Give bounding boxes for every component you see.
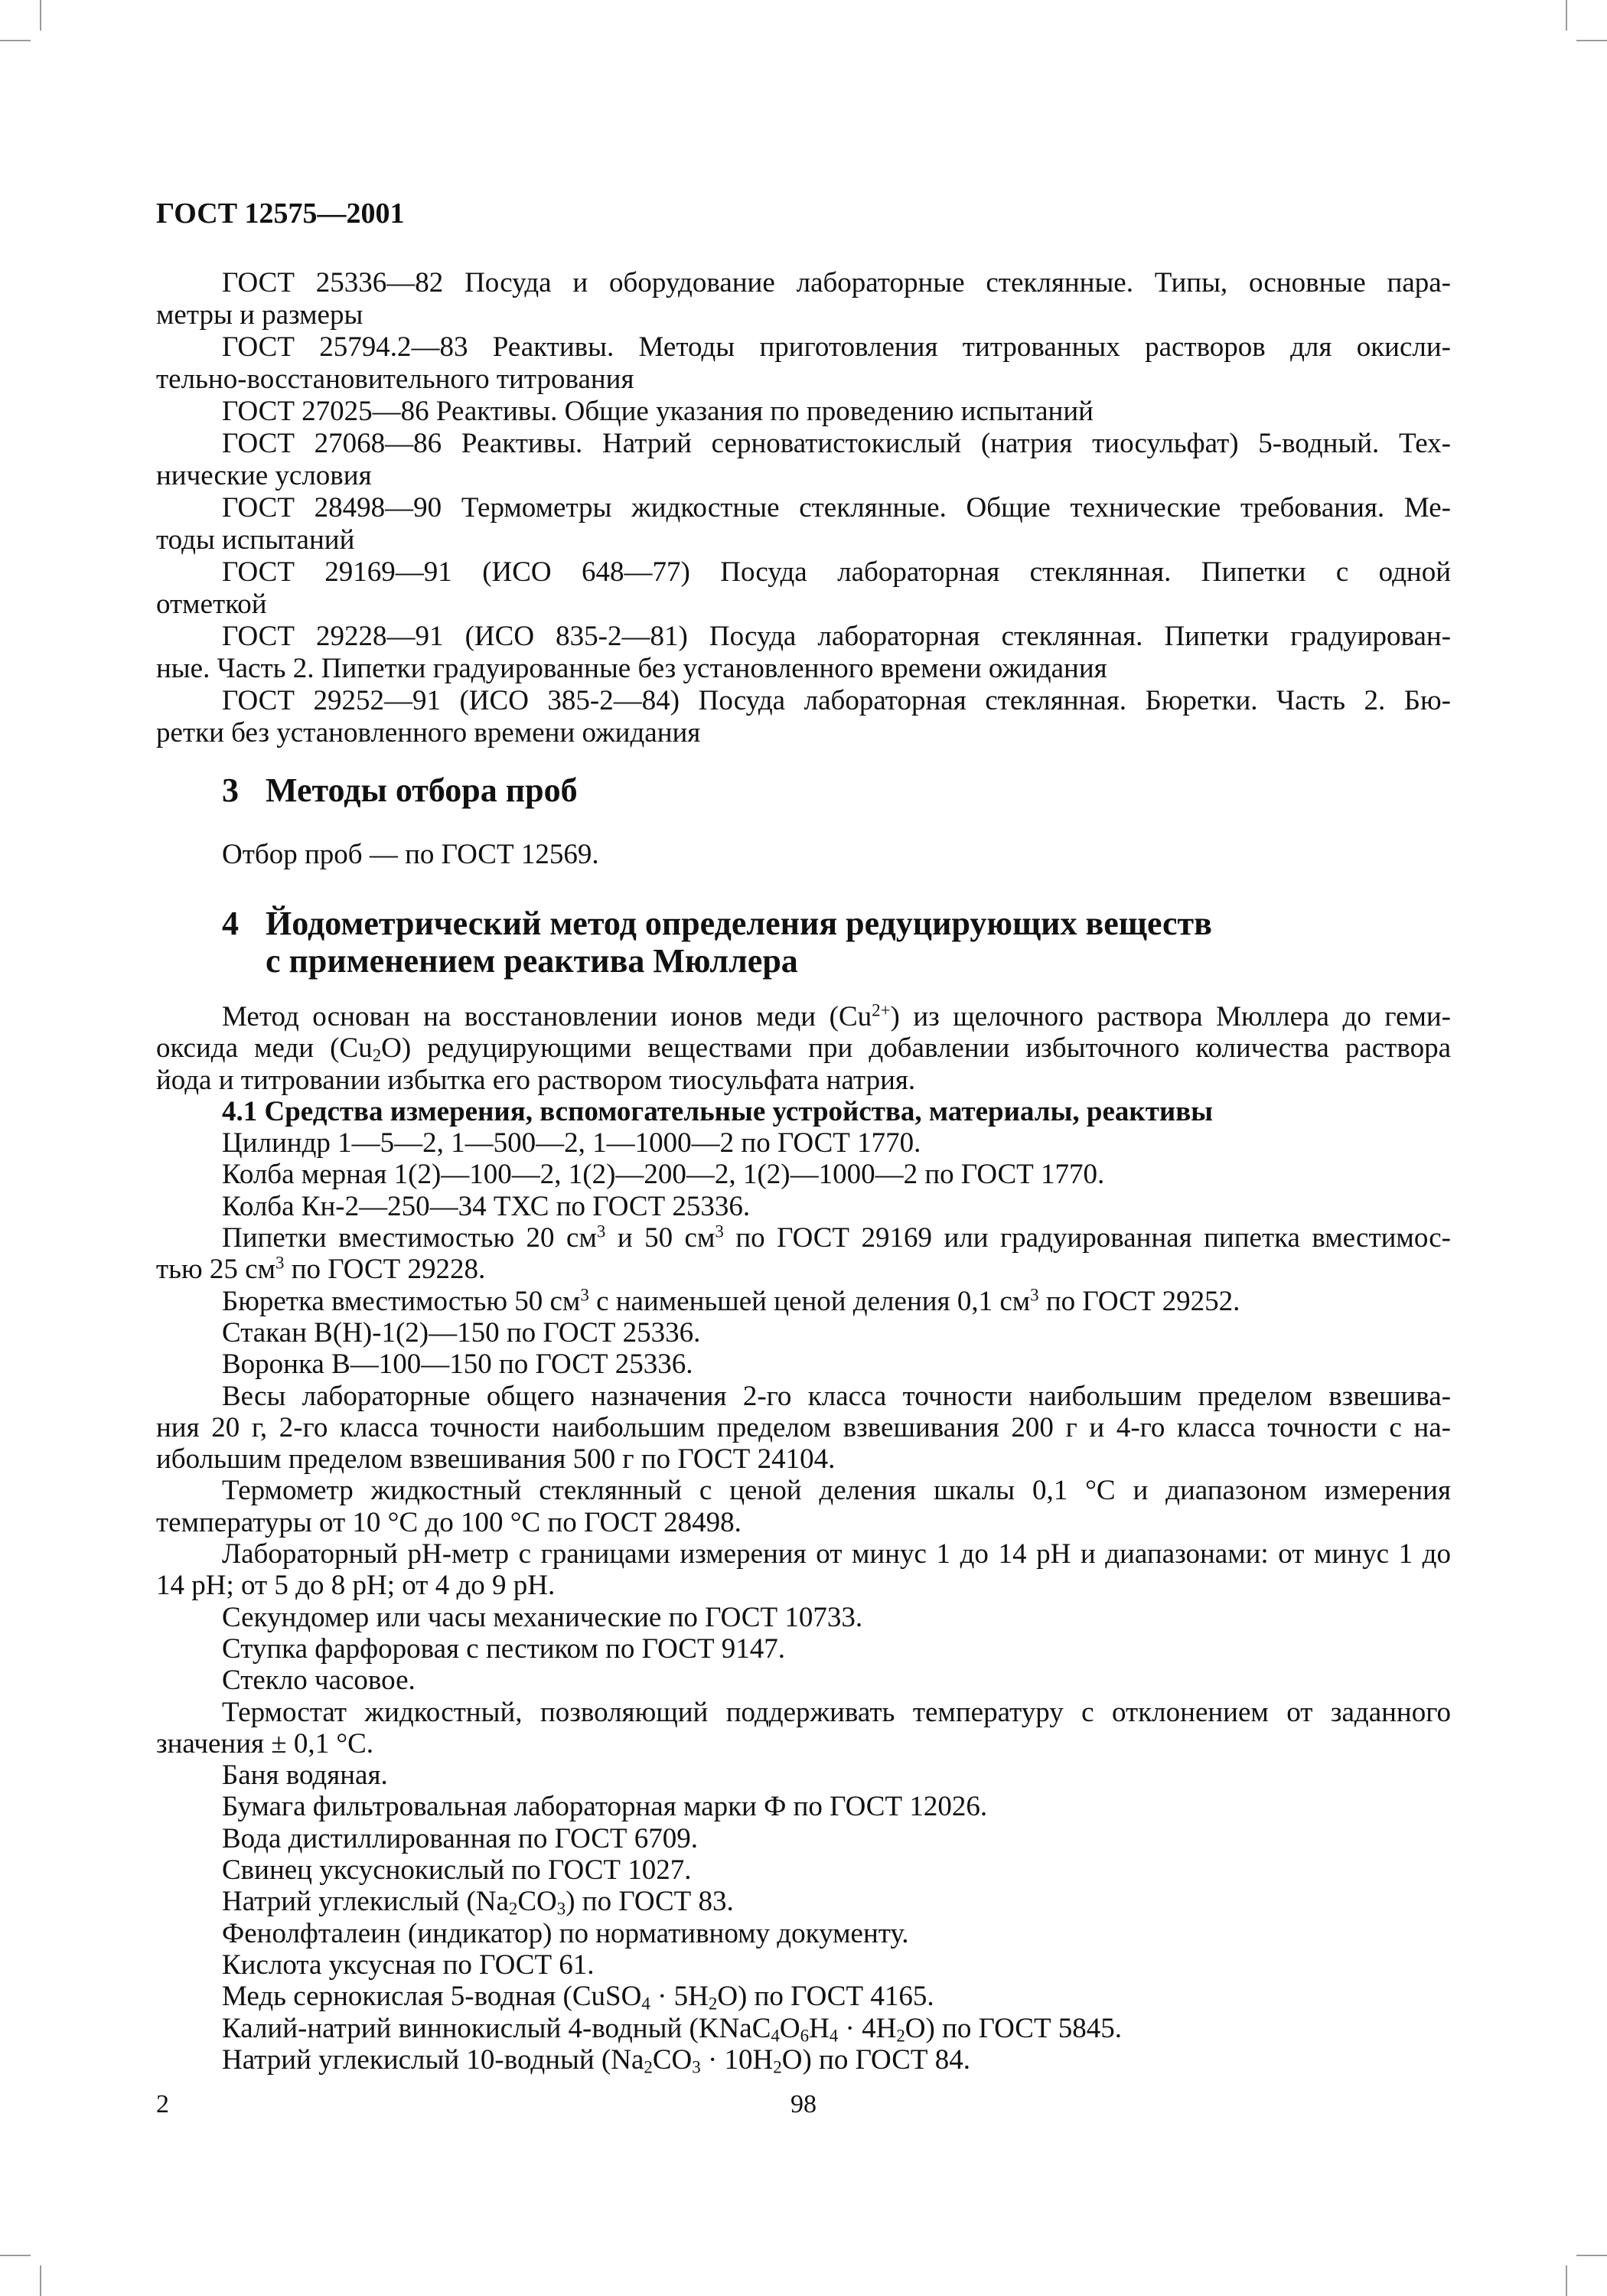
text-line (156, 1633, 1451, 1665)
text-line (156, 1507, 1451, 1538)
text-run: Термостат жидкостный, позволяющий поддерживать температуру с отклонением от заданного (222, 1696, 1451, 1728)
crop-mark (40, 0, 41, 31)
text-run: Пипетки вместимостью 20 см (222, 1222, 597, 1254)
text-run: тью 25 см (156, 1254, 276, 1286)
text-line (156, 1949, 1451, 1981)
text-run: ГОСТ 29169—91 (ИСО 648—77) Посуда лабораторная стеклянная. Пипетки с одной (222, 556, 1451, 588)
text-run: Свинец уксуснокислый по ГОСТ 1027. (222, 1854, 692, 1887)
text-line (156, 1823, 1451, 1854)
text-line (156, 685, 1451, 717)
subscript: 4 (771, 2026, 780, 2044)
subsection-heading-line (156, 1096, 1451, 1127)
page-number-left: 2 (156, 2090, 169, 2118)
subscript: 3 (692, 2057, 701, 2076)
running-head: ГОСТ 12575—2001 (156, 197, 405, 230)
text-line (156, 1728, 1451, 1760)
text-run: Метод основан на восстановлении ионов меди (Cu (222, 1001, 872, 1032)
text-run: 14 рН; от 5 до 8 рН; от 4 до 9 рН. (156, 1570, 556, 1602)
text-run: Медь сернокислая 5-водная (CuSO (222, 1981, 642, 2013)
text-line (156, 299, 1451, 331)
text-line (156, 1570, 1451, 1601)
text-run: Вода дистиллированная по ГОСТ 6709. (222, 1822, 699, 1854)
section-4-heading (156, 905, 1451, 980)
text-run: Отбор проб — по ГОСТ 12569. (222, 839, 599, 870)
text-line (156, 428, 1451, 460)
text-run: и 50 см (605, 1222, 715, 1254)
text-run: ) по ГОСТ 83. (566, 1886, 734, 1918)
text-run: Калий-натрий виннокислый 4-водный (KNaC (222, 2012, 771, 2044)
text-run: температуры от 10 °С до 100 °С по ГОСТ 28498. (156, 1506, 742, 1538)
text-run: Баня водяная. (222, 1760, 388, 1792)
text-run: оксида меди (Cu (156, 1032, 373, 1065)
text-run: CO (652, 2043, 693, 2076)
text-line (156, 267, 1451, 299)
text-line (156, 717, 1451, 749)
text-run: ГОСТ 25336—82 Посуда и оборудование лабораторные стеклянные. Типы, основные пара- (222, 267, 1451, 298)
section-title: Методы отбора проб (266, 771, 578, 809)
text-line (156, 364, 1451, 396)
text-line (156, 1697, 1451, 1728)
text-run: · 5H (650, 1981, 709, 2013)
text-run: ГОСТ 25794.2—83 Реактивы. Методы приготовления титрованных растворов для окисли- (222, 331, 1451, 363)
text-run: нические условия (156, 460, 372, 491)
text-line (156, 1665, 1451, 1696)
subscript: 2 (896, 2026, 905, 2044)
subscript: 4 (641, 1994, 650, 2013)
text-line (156, 1760, 1451, 1791)
text-run: Ступка фарфоровая с пестиком по ГОСТ 9147. (222, 1632, 786, 1665)
text-run: Лабораторный рН-метр с границами измерения от минус 1 до 14 рН и диапазонами: от минус 1 до (222, 1538, 1451, 1570)
subscript: 2 (508, 1900, 518, 1918)
section-3-heading (156, 771, 1451, 809)
text-run: O (779, 2012, 800, 2044)
subscript: 2 (773, 2057, 782, 2076)
text-run: по ГОСТ 29169 или градуированная пипетка вместимос- (723, 1222, 1451, 1254)
text-line (156, 1127, 1451, 1159)
text-run: ГОСТ 28498—90 Термометры жидкостные стеклянные. Общие технические требования. Ме- (222, 492, 1451, 523)
text-run: Весы лабораторные общего назначения 2-го класса точности наибольшим пределом взвешива- (222, 1380, 1451, 1412)
crop-mark (0, 40, 31, 41)
crop-mark (40, 2265, 41, 2296)
text-run: Термометр жидкостный стеклянный с ценой деления шкалы 0,1 °С и диапазоном измерения (222, 1475, 1451, 1507)
text-run: · 10H (700, 2043, 774, 2076)
text-line (156, 1159, 1451, 1190)
text-line (156, 1381, 1451, 1412)
text-run: Колба Кн-2—250—34 ТХС по ГОСТ 25336. (222, 1190, 751, 1222)
subscript: 6 (800, 2026, 810, 2044)
text-line (156, 331, 1451, 364)
text-line (156, 1602, 1451, 1633)
text-run: отметкой (156, 589, 267, 620)
text-line (156, 1286, 1451, 1317)
text-run: ные. Часть 2. Пипетки градуированные без установленного времени ожидания (156, 653, 1107, 684)
crop-mark (0, 2255, 31, 2256)
subscript: 3 (556, 1900, 566, 1918)
text-run: ГОСТ 27025—86 Реактивы. Общие указания по проведению испытаний (222, 396, 1094, 427)
text-run: ) из щелочного раствора Мюллера до геми- (890, 1001, 1451, 1032)
text-line (156, 460, 1451, 492)
subscript: 2 (708, 1994, 718, 2013)
superscript: 3 (596, 1222, 606, 1241)
crop-mark (1566, 0, 1567, 31)
subscript: 2 (644, 2057, 653, 2076)
text-run: Колба мерная 1(2)—100—2, 1(2)—200—2, 1(2)—1000—2 по ГОСТ 1770. (222, 1159, 1105, 1191)
text-line (156, 396, 1451, 428)
text-line (156, 1538, 1451, 1570)
text-run: ГОСТ 29252—91 (ИСО 385-2—84) Посуда лабораторная стеклянная. Бюретки. Часть 2. Бю- (222, 685, 1451, 716)
text-run: по ГОСТ 29228. (284, 1254, 486, 1286)
text-line (156, 589, 1451, 621)
text-run: Стакан В(Н)-1(2)—150 по ГОСТ 25336. (222, 1316, 701, 1349)
text-line (156, 1886, 1451, 1917)
superscript: 2+ (872, 1001, 891, 1020)
text-run: Стекло часовое. (222, 1665, 416, 1697)
section-number: 4 (222, 905, 239, 942)
text-run: по ГОСТ 29252. (1038, 1285, 1240, 1317)
text-run: ибольшим пределом взвешивания 500 г по ГОСТ 24104. (156, 1443, 836, 1476)
text-line (156, 1443, 1451, 1475)
text-run: Бюретка вместимостью 50 см (222, 1285, 581, 1317)
text-run: O) по ГОСТ 5845. (905, 2012, 1123, 2044)
crop-mark (1576, 40, 1607, 41)
text-run: ГОСТ 27068—86 Реактивы. Натрий серноватистокислый (натрия тиосульфат) 5-водный. Тех- (222, 428, 1451, 459)
text-run: тоды испытаний (156, 524, 355, 556)
superscript: 3 (275, 1254, 285, 1273)
subscript: 2 (372, 1046, 382, 1065)
text-run: · 4H (838, 2012, 897, 2044)
text-line (156, 1222, 1451, 1254)
text-line (156, 524, 1451, 556)
text-run: O) редуцирующими веществами при добавлении избыточного количества раствора (381, 1032, 1451, 1065)
text-run: с наименьшей ценой деления 0,1 см (588, 1285, 1031, 1317)
text-run: Секундомер или часы механические по ГОСТ 10733. (222, 1601, 863, 1633)
text-run: ретки без установленного времени ожидания (156, 717, 701, 748)
text-run: Фенолфталеин (индикатор) по нормативному документу. (222, 1917, 909, 1949)
text-line (156, 1001, 1451, 1032)
text-line (156, 1412, 1451, 1443)
text-line (156, 839, 1451, 871)
text-run: Натрий углекислый (Na (222, 1886, 509, 1918)
text-run: O) по ГОСТ 84. (781, 2043, 971, 2076)
text-run: метры и размеры (156, 299, 363, 331)
text-line (156, 1918, 1451, 1949)
text-line (156, 1317, 1451, 1349)
text-line (156, 1854, 1451, 1886)
text-line (156, 1191, 1451, 1222)
text-line (156, 2044, 1451, 2076)
text-run: H (809, 2012, 830, 2044)
crop-mark (1566, 2265, 1567, 2296)
section-3-body (156, 839, 1451, 871)
superscript: 3 (715, 1222, 724, 1241)
text-run: ГОСТ 29228—91 (ИСО 835-2—81) Посуда лабораторная стеклянная. Пипетки градуирован- (222, 621, 1451, 652)
text-run: йода и титровании избытка его раствором тиосульфата натрия. (156, 1064, 916, 1096)
text-line (156, 2013, 1451, 2044)
text-run: 4.1 Средства измерения, вспомогательные устройства, материалы, реактивы (222, 1095, 1214, 1127)
text-line (156, 1254, 1451, 1285)
text-line (156, 556, 1451, 589)
text-run: Цилиндр 1—5—2, 1—500—2, 1—1000—2 по ГОСТ 1770. (222, 1127, 921, 1159)
section-number: 3 (222, 771, 239, 809)
text-run: Натрий углекислый 10-водный (Na (222, 2043, 644, 2076)
section-title-line: Йодометрический метод определения редуцирующих веществ (266, 905, 1212, 942)
text-run: Воронка В—100—150 по ГОСТ 25336. (222, 1349, 693, 1381)
text-line (156, 1349, 1451, 1380)
text-line (156, 1791, 1451, 1822)
text-line (156, 653, 1451, 685)
text-run: значения ± 0,1 °С. (156, 1727, 374, 1760)
text-run: CO (517, 1886, 557, 1918)
text-run: Бумага фильтровальная лабораторная марки Ф по ГОСТ 12026. (222, 1791, 988, 1823)
text-run: Кислота уксусная по ГОСТ 61. (222, 1949, 595, 1981)
subscript: 4 (829, 2026, 839, 2044)
text-line (156, 1475, 1451, 1506)
section-4-body (156, 1001, 1451, 2076)
section-title-line: с применением реактива Мюллера (266, 942, 798, 980)
text-line (156, 492, 1451, 524)
text-run: O) по ГОСТ 4165. (717, 1981, 934, 2013)
text-run: тельно-восстановительного титрования (156, 364, 634, 395)
superscript: 3 (1030, 1285, 1039, 1305)
text-line (156, 1981, 1451, 2012)
text-line (156, 621, 1451, 653)
text-line (156, 1032, 1451, 1064)
text-line (156, 1065, 1451, 1096)
page-number-center: 98 (790, 2090, 817, 2118)
crop-mark (1576, 2255, 1607, 2256)
superscript: 3 (580, 1285, 589, 1305)
normative-references-list (156, 267, 1451, 749)
text-run: ния 20 г, 2-го класса точности наибольшим пределом взвешивания 200 г и 4-го класса точности с на- (156, 1411, 1451, 1443)
